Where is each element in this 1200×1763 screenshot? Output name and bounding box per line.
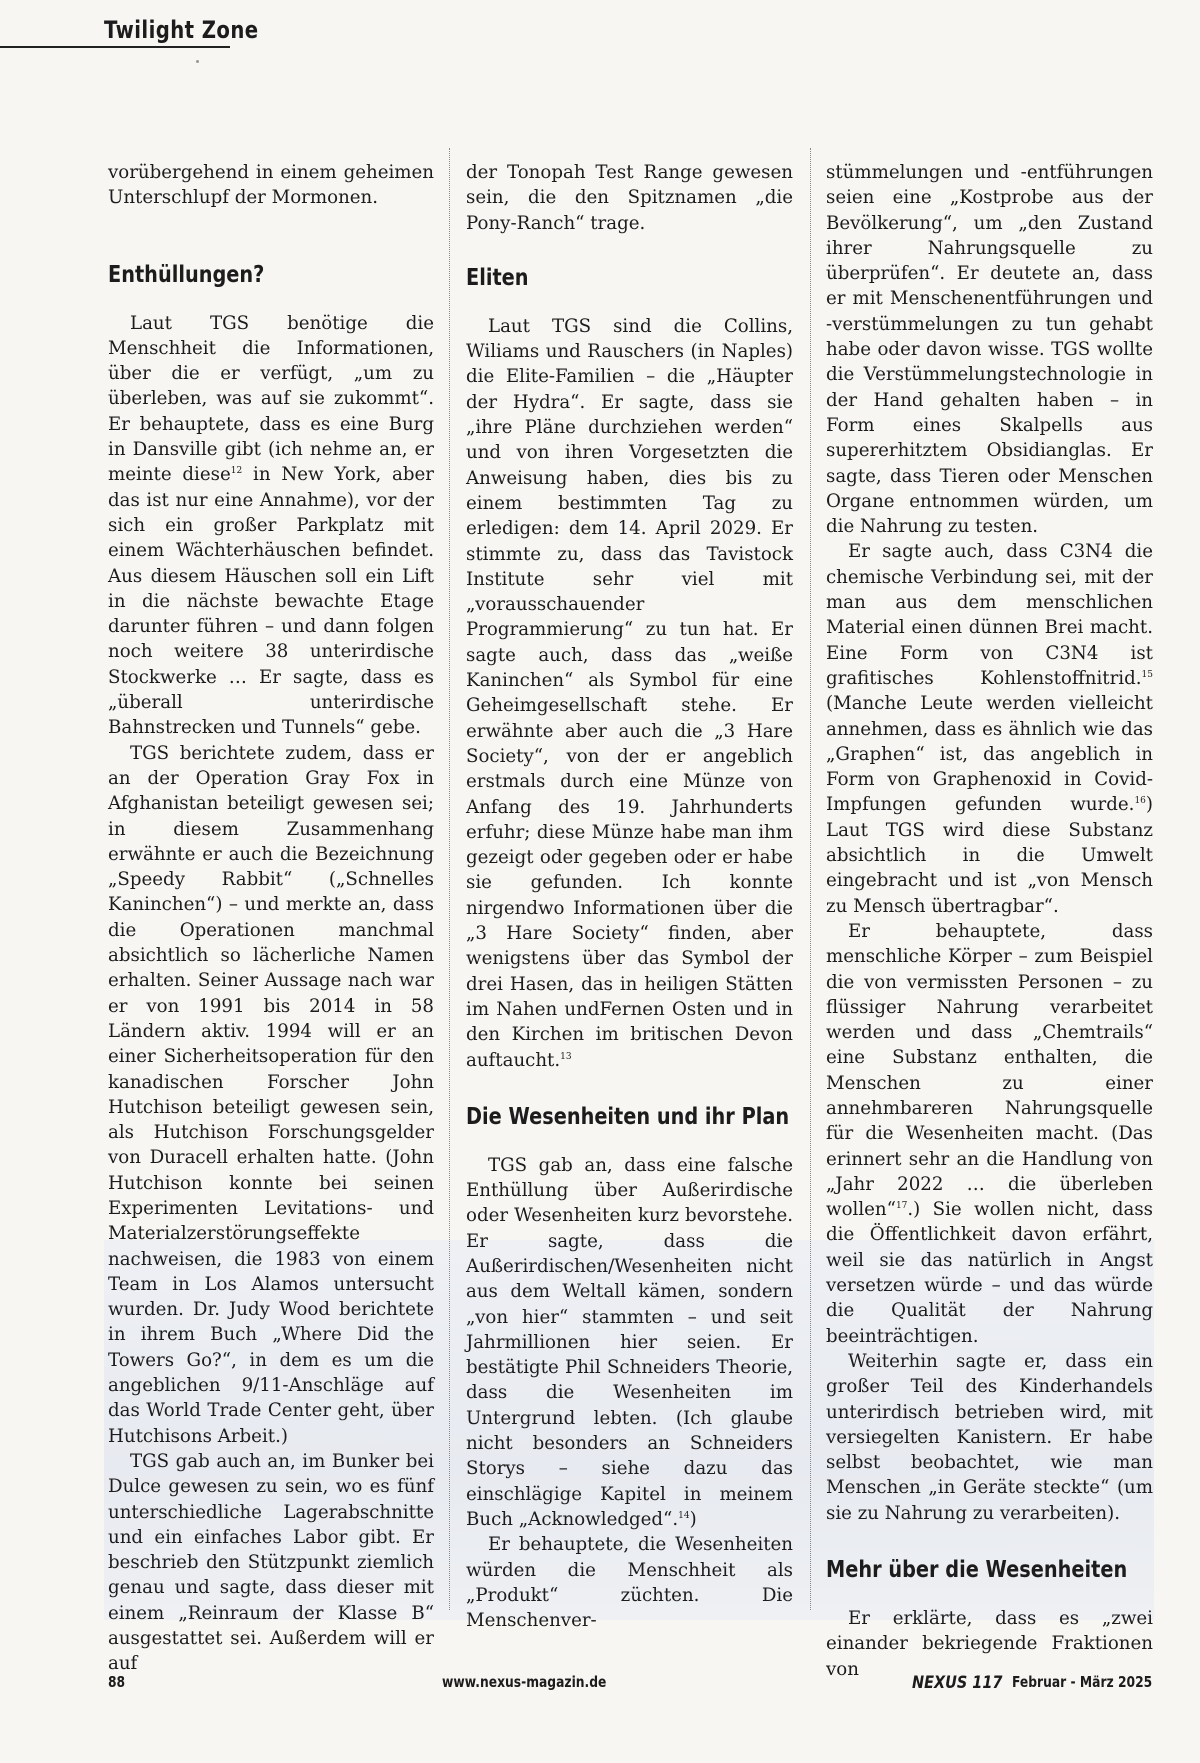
paragraph: Er erklärte, dass es „zwei einander bekriegende Fraktionen von: [826, 1608, 1153, 1680]
paragraph: Laut TGS sind die Collins, Wiliams und Rauschers (in Naples) die Elite-Familien – die „Häupter der Hydra“. Er sagte, dass sie „ihre Pläne durchziehen werden“ und von ihren Vorgesetzten die Anweisung haben, dies bis zu einem bestimmten Tag zu erledigen: dem 14. April 2029. Er stimmte zu, dass das Tavistock Institute sehr viel mit „vorausschauender Programmierung“ zu tun hat. Er sagte auch, dass das „weiße Kaninchen“ als Symbol für eine Geheimgesellschaft stehe. Er erwähnte aber auch die „3 Hare Society“, von der er angeblich erstmals durch eine Münze von Anfang des 19. Jahrhunderts erfuhr; diese Münze habe man ihm gezeigt oder gegeben oder er habe sie gefunden. Ich konnte nirgendwo Informationen über die „3 Hare Society“ finden, aber wenigstens über das Symbol der drei Hasen, das in heiligen Stätten im Nahen undFernen Osten und in den Kirchen im britischen Devon auftaucht.$^{13}$: [466, 315, 793, 1071]
page-number: 88: [108, 1673, 126, 1691]
paragraph: Er sagte auch, dass C3N4 die chemische Verbindung sei, mit der man aus dem menschlichen Material einen dünnen Brei macht. Eine Form von C3N4 ist grafitisches Kohlenstoffnitrid.$^{15}$ (Manche Leute werden vielleicht annehmen, dass es ähnlich wie das „Graphen“ ist, das angeblich in Form von Graphenoxid in Covid-Impfungen gefunden wurde.$^{16}$) Laut TGS wird diese Substanz absichtlich in die Umwelt eingebracht und ist „von Mensch zu Mensch übertragbar“.: [826, 541, 1153, 917]
column-divider: [810, 148, 811, 1610]
article-column-3: [826, 160, 1153, 1682]
magazine-name: NEXUS 117: [912, 1673, 1003, 1693]
footnote-ref: 13: [560, 1051, 572, 1062]
issue-date: Februar - März 2025: [1012, 1673, 1153, 1691]
footnote-ref: 16: [1134, 796, 1146, 807]
section-label: Twilight Zone: [104, 16, 259, 44]
column-divider: [449, 148, 450, 1610]
subheading-wesenheiten-plan: Die Wesenheiten und ihr Plan: [466, 1103, 790, 1130]
paragraph: TGS gab auch an, im Bunker bei Dulce gewesen zu sein, wo es fünf unterschiedliche Lagerabschnitte und ein einfaches Labor gibt. Er beschrieb den Stützpunkt ziemlich genau und sagte, dass dieser mit einem „Reinraum der Klasse B“ ausgestattet sei. Außerdem will er auf: [108, 1450, 434, 1675]
footnote-ref: 14: [678, 1510, 690, 1521]
subheading-mehr-wesenheiten: Mehr über die Wesenheiten: [826, 1557, 1128, 1584]
paragraph: der Tonopah Test Range gewesen sein, die den Spitznamen „die Pony-Ranch“ trage.: [466, 162, 793, 234]
header-rule: [0, 46, 230, 48]
paragraph: Laut TGS benötige die Menschheit die Informationen, über die er verfügt, „um zu überleben, was auf sie zukommt“. Er behauptete, dass es eine Burg in Dansville gibt (ich nehme an, er meinte diese$^{12}$ in New York, aber das ist nur eine Annahme), vor der sich ein großer Parkplatz mit einem Wächterhäuschen befindet. Aus diesem Häuschen soll ein Lift in die nächste bewachte Etage darunter führen – und dann folgen noch weitere 38 unterirdische Stockwerke … Er sagte, dass es „überall unterirdische Bahnstrecken und Tunnels“ gebe.: [108, 312, 435, 739]
subheading-enthuellungen: Enthüllungen?: [108, 261, 265, 288]
article-column-1: [108, 160, 434, 1677]
footnote-ref: 12: [230, 466, 243, 477]
paragraph: Er behauptete, die Wesenheiten würden die Menschheit als „Produkt“ züchten. Die Menschenver-: [466, 1534, 793, 1632]
paragraph: stümmelungen und -entführungen seien eine „Kostprobe aus der Bevölkerung“, um „den Zustand ihrer Nahrungsquelle zu überprüfen“. Er deutete an, dass er mit Menschenentführungen und -verstümmelungen zu tun gehabt habe oder davon wisse. TGS wollte die Verstümmelungstechnologie in der Hand gehalten haben – in Form eines Skalpells aus supererhitztem Obsidianglas. Er sagte, dass Tieren oder Menschen Organe entnommen würden, um die Nahrung zu testen.: [826, 162, 1153, 538]
paragraph: vorübergehend in einem geheimen Unterschlupf der Mormonen.: [108, 162, 434, 209]
footnote-ref: 15: [1141, 669, 1153, 680]
paragraph: TGS gab an, dass eine falsche Enthüllung über Außerirdische oder Wesenheiten kurz bevorstehe. Er sagte, dass die Außerirdischen/Wesenheiten nicht aus dem Weltall kämen, sondern „von hier“ stammten – und seit Jahrmillionen hier seien. Er bestätigte Phil Schneiders Theorie, dass die Wesenheiten im Untergrund lebten. (Ich glaube nicht besonders an Schneiders Storys – siehe dazu das einschlägige Kapitel in meinem Buch „Acknowledged“.$^{14}$): [466, 1154, 793, 1530]
decorative-dot: [196, 60, 199, 63]
subheading-eliten: Eliten: [466, 264, 529, 291]
paragraph: Weiterhin sagte er, dass ein großer Teil des Kinderhandels unterirdisch betrieben wird, mit versiegelten Kanistern. Er habe selbst beobachtet, wie man Menschen „in Geräte steckte“ (um sie zu Nahrung zu verarbeiten).: [826, 1350, 1153, 1524]
article-column-2: [466, 160, 793, 1633]
paragraph: Er behauptete, dass menschliche Körper – zum Beispiel die von vermissten Personen – zu flüssiger Nahrung verarbeitet werden und dass „Chemtrails“ eine Substanz enthalten, die Menschen zu einer annehmbareren Nahrungsquelle für die Wesenheiten macht. (Das erinnert sehr an die Handlung von „Jahr 2022 … die überleben wollen“$^{17}$.) Sie wollen nicht, dass die Öffentlichkeit davon erfährt, weil sie das natürlich in Angst versetzen würde – und das würde die Qualität der Nahrung beeinträchtigen.: [826, 920, 1153, 1347]
website-link[interactable]: www.nexus-magazin.de: [442, 1673, 607, 1691]
footnote-ref: 17: [895, 1201, 908, 1212]
paragraph: TGS berichtete zudem, dass er an der Operation Gray Fox in Afghanistan beteiligt gewesen sei; in diesem Zusammenhang erwähnte er auch die Bezeichnung „Speedy Rabbit“ („Schnelles Kaninchen“) – und merkte an, dass die Operationen manchmal absichtlich so lächerliche Namen erhalten. Seiner Aussage nach war er von 1991 bis 2014 in 58 Ländern aktiv. 1994 will er an einer Sicherheitsoperation für den kanadischen Forscher John Hutchison beteiligt gewesen sein, als Hutchison Forschungsgelder von Duracell erhalten hatte. (John Hutchison konnte bei seinen Experimenten Levitations- und Materialzerstörungseffekte nachweisen, die 1983 von einem Team in Los Alamos untersucht wurden. Dr. Judy Wood berichtete in ihrem Buch „Where Did the Towers Go?“, in dem es um die angeblichen 9/11-Anschläge auf das World Trade Center geht, über Hutchisons Arbeit.): [108, 742, 434, 1447]
